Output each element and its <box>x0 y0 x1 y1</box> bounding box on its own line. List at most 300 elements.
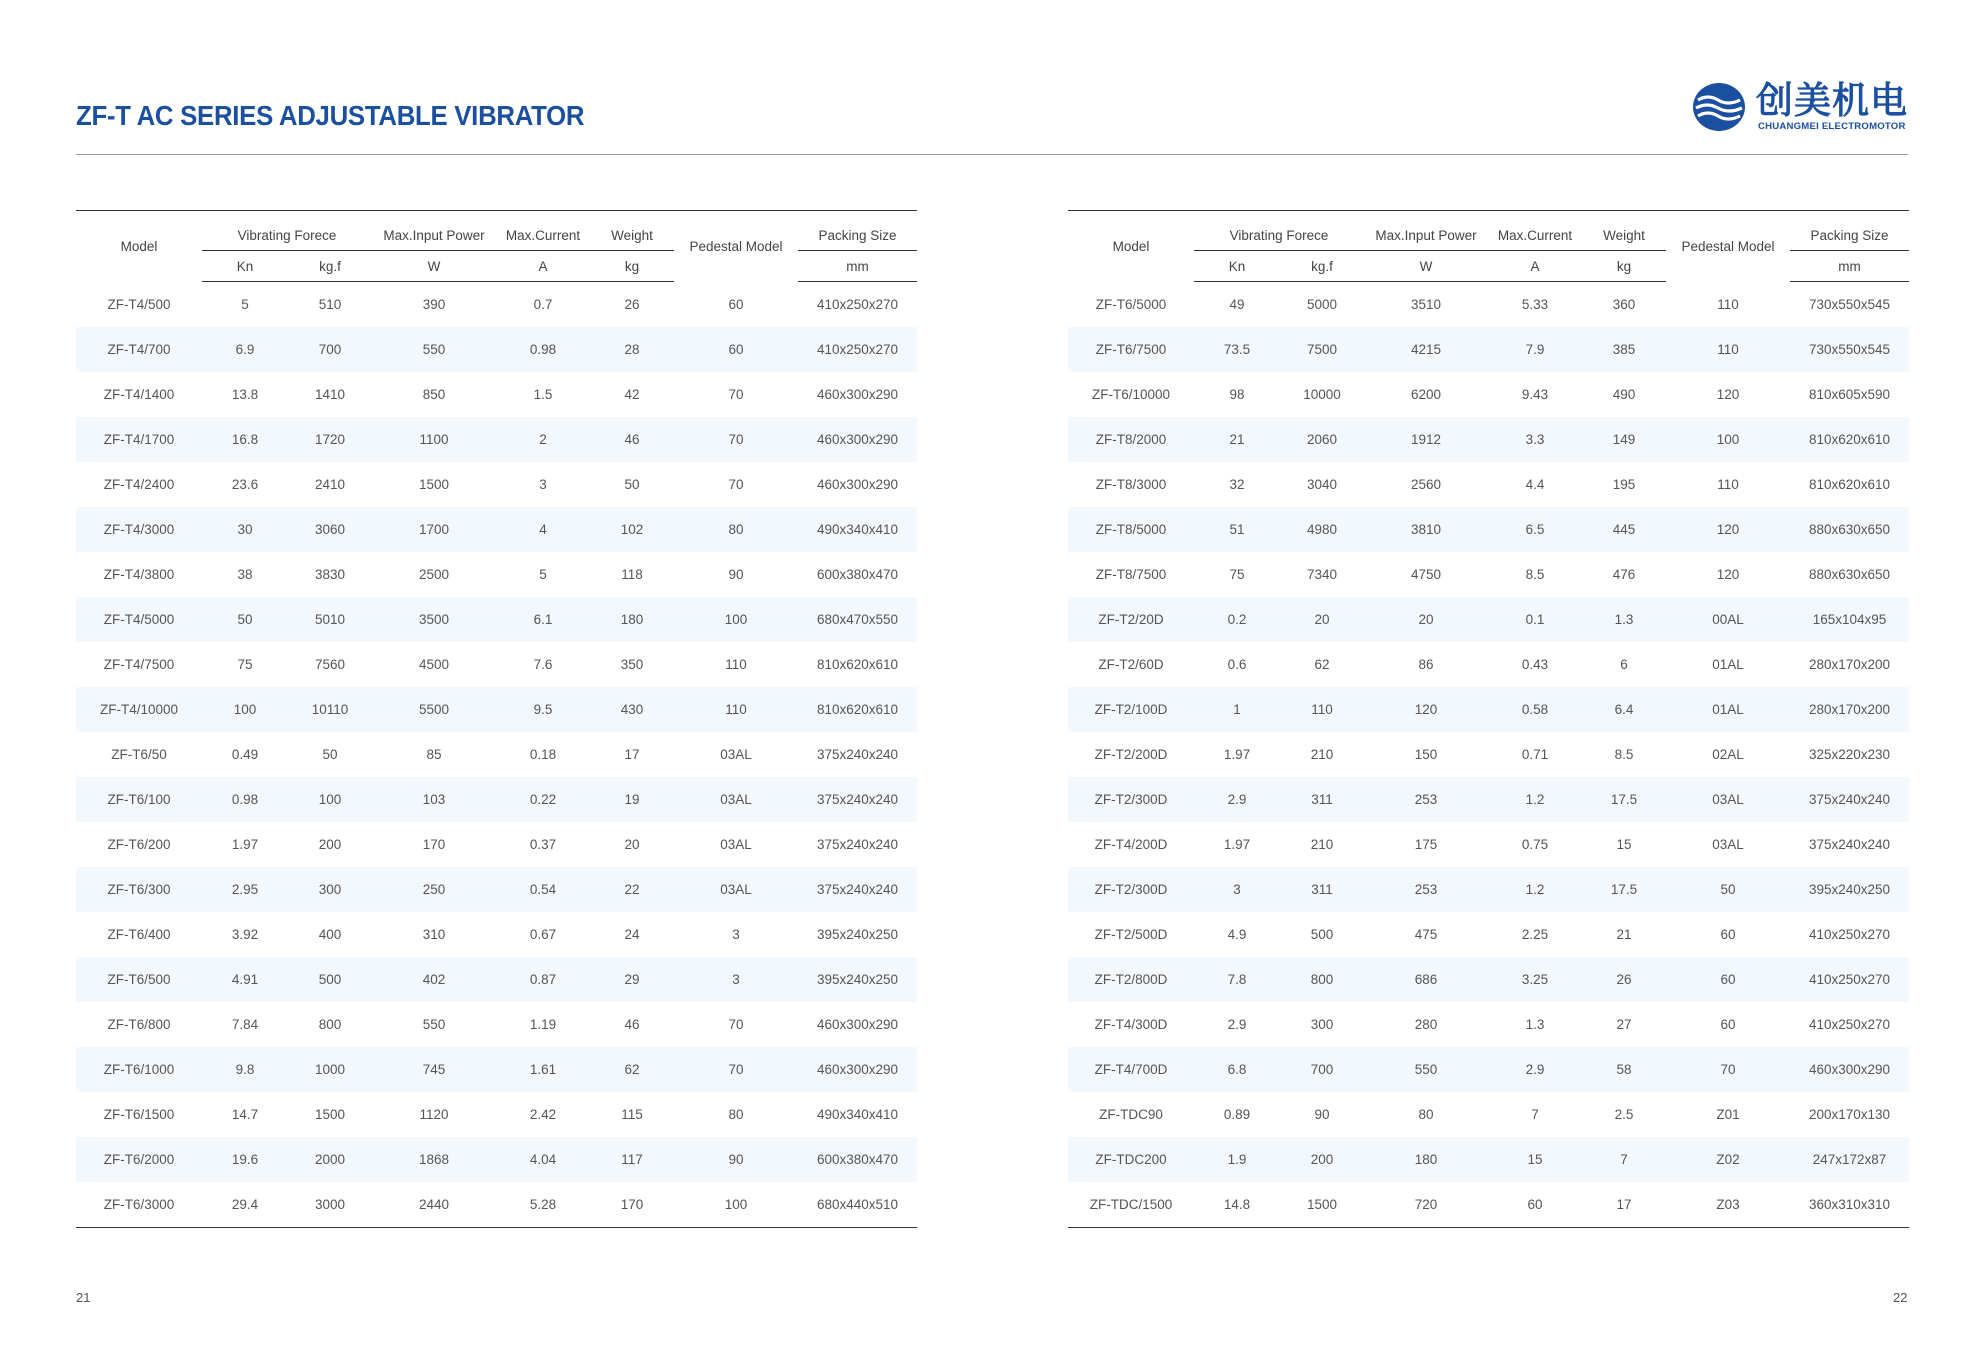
cell-packing-size: 375x240x240 <box>798 867 917 912</box>
cell-force-kgf: 311 <box>1280 867 1364 912</box>
cell-force-kgf: 700 <box>288 327 372 372</box>
cell-weight: 350 <box>620 657 644 672</box>
unit-kn: Kn <box>1194 251 1280 282</box>
cell-model: ZF-T4/1700 <box>76 417 202 462</box>
cell-power: 85 <box>426 747 442 762</box>
cell-force-kgf: 5000 <box>1306 297 1338 312</box>
cell-model: ZF-T2/500D <box>1094 927 1168 942</box>
cell-power: 402 <box>372 957 496 1002</box>
cell-force-kn: 4.91 <box>202 957 288 1002</box>
col-pedestal-model: Pedestal Model <box>1681 238 1775 254</box>
cell-packing-size: 410x250x270 <box>1808 1017 1891 1032</box>
cell-current: 7 <box>1531 1107 1539 1122</box>
table-row <box>1068 867 1909 912</box>
cell-packing-size: 460x300x290 <box>816 387 899 402</box>
cell-power: 1868 <box>372 1137 496 1182</box>
cell-packing-size: 810x605x590 <box>1808 387 1891 402</box>
cell-power: 745 <box>372 1047 496 1092</box>
cell-pedestal: 01AL <box>1712 657 1744 672</box>
cell-force-kgf: 62 <box>1314 657 1330 672</box>
cell-force-kgf: 800 <box>318 1017 342 1032</box>
cell-force-kn: 6.8 <box>1194 1047 1280 1092</box>
cell-power: 2440 <box>418 1197 450 1212</box>
cell-pedestal: 3 <box>732 927 740 942</box>
cell-force-kn: 98 <box>1229 387 1245 402</box>
cell-packing-size: 410x250x270 <box>816 297 899 312</box>
cell-current: 8.5 <box>1525 567 1545 582</box>
cell-model: ZF-T6/3000 <box>103 1197 175 1212</box>
cell-packing-size: 460x300x290 <box>1790 1047 1909 1092</box>
table-row <box>1068 417 1909 462</box>
table-row <box>76 1047 917 1092</box>
cell-model: ZF-T4/10000 <box>76 687 202 732</box>
table-row <box>76 822 917 867</box>
cell-pedestal: 70 <box>728 387 744 402</box>
cell-force-kgf: 1500 <box>1306 1197 1338 1212</box>
cell-weight: 50 <box>624 477 640 492</box>
unit-a: A <box>496 251 590 282</box>
cell-force-kn: 2.95 <box>202 867 288 912</box>
table-row <box>76 1182 917 1228</box>
table-row <box>76 507 917 552</box>
cell-force-kn: 16.8 <box>202 417 288 462</box>
cell-force-kgf: 2410 <box>314 477 346 492</box>
cell-pedestal: Z02 <box>1666 1137 1790 1182</box>
cell-current: 2.9 <box>1488 1047 1582 1092</box>
cell-packing-size: 460x300x290 <box>798 417 917 462</box>
cell-model: ZF-T4/300D <box>1094 1017 1168 1032</box>
cell-current: 0.7 <box>533 297 553 312</box>
cell-model: ZF-T4/500 <box>107 296 171 312</box>
cell-weight: 6.4 <box>1582 687 1666 732</box>
cell-packing-size: 410x250x270 <box>1790 957 1909 1002</box>
table-row <box>76 282 917 328</box>
cell-current: 1.2 <box>1488 777 1582 822</box>
cell-packing-size: 810x620x610 <box>1790 417 1909 462</box>
cell-pedestal: 70 <box>728 477 744 492</box>
table-body-right <box>1068 282 1909 1228</box>
cell-force-kgf: 700 <box>1280 1047 1364 1092</box>
cell-force-kgf: 3060 <box>288 507 372 552</box>
cell-force-kn: 21 <box>1194 417 1280 462</box>
cell-force-kgf: 1720 <box>288 417 372 462</box>
cell-pedestal: 80 <box>674 507 798 552</box>
table-row <box>1068 282 1909 328</box>
cell-weight: 26 <box>1582 957 1666 1002</box>
cell-force-kn: 51 <box>1194 507 1280 552</box>
spec-table-left <box>76 210 917 1228</box>
cell-model: ZF-T6/2000 <box>76 1137 202 1182</box>
cell-current: 9.5 <box>496 687 590 732</box>
cell-force-kgf: 210 <box>1310 837 1334 852</box>
cell-force-kgf: 3040 <box>1306 477 1338 492</box>
table-row <box>76 687 917 732</box>
cell-power: 4750 <box>1410 567 1442 582</box>
cell-current: 5.28 <box>529 1197 557 1212</box>
cell-packing-size: 375x240x240 <box>816 837 899 852</box>
cell-pedestal: 00AL <box>1666 597 1790 642</box>
cell-current: 0.71 <box>1521 747 1549 762</box>
table-row <box>1068 1182 1909 1228</box>
cell-power: 1500 <box>418 477 450 492</box>
cell-pedestal: 110 <box>725 657 747 672</box>
cell-model: ZF-T6/500 <box>76 957 202 1002</box>
table-body-left <box>76 282 917 1228</box>
cell-force-kn: 3 <box>1194 867 1280 912</box>
cell-weight: 22 <box>590 867 674 912</box>
cell-pedestal: Z03 <box>1716 1197 1740 1212</box>
cell-power: 550 <box>422 1017 446 1032</box>
cell-model: ZF-TDC200 <box>1068 1137 1194 1182</box>
table-row <box>1068 912 1909 957</box>
table-row <box>76 372 917 417</box>
cell-pedestal: 3 <box>674 957 798 1002</box>
table-row <box>1068 732 1909 777</box>
cell-weight: 26 <box>624 297 640 312</box>
col-model: Model <box>1112 238 1150 254</box>
cell-force-kgf: 7340 <box>1306 567 1338 582</box>
cell-pedestal: 03AL <box>674 777 798 822</box>
cell-weight: 17 <box>624 747 640 762</box>
table-row <box>1068 507 1909 552</box>
cell-force-kgf: 311 <box>1280 777 1364 822</box>
cell-force-kgf: 7500 <box>1280 327 1364 372</box>
cell-weight: 445 <box>1582 507 1666 552</box>
cell-model: ZF-T4/5000 <box>76 597 202 642</box>
cell-force-kn: 49 <box>1229 297 1245 312</box>
col-max-current: Max.Current <box>1488 211 1582 252</box>
unit-a: A <box>1488 251 1582 282</box>
cell-force-kgf: 210 <box>1310 747 1334 762</box>
cell-current: 2.25 <box>1521 927 1549 942</box>
cell-model: ZF-T2/300D <box>1068 777 1194 822</box>
table-row <box>76 912 917 957</box>
cell-model: ZF-T2/100D <box>1068 687 1194 732</box>
table-row <box>76 642 917 687</box>
cell-force-kn: 29.4 <box>231 1197 259 1212</box>
cell-power: 180 <box>1364 1137 1488 1182</box>
cell-packing-size: 200x170x130 <box>1808 1107 1891 1122</box>
cell-force-kgf: 300 <box>288 867 372 912</box>
cell-force-kgf: 510 <box>318 297 342 312</box>
cell-power: 175 <box>1414 837 1438 852</box>
cell-force-kn: 1 <box>1194 687 1280 732</box>
cell-current: 6.1 <box>496 597 590 642</box>
cell-power: 310 <box>422 927 446 942</box>
table-row <box>76 327 917 372</box>
cell-packing-size: 810x620x610 <box>798 687 917 732</box>
cell-pedestal: 100 <box>1666 417 1790 462</box>
cell-weight: 490 <box>1612 387 1636 402</box>
cell-current: 1.3 <box>1525 1017 1545 1032</box>
cell-power: 1120 <box>419 1107 449 1122</box>
page-number-left: 21 <box>76 1290 91 1305</box>
cell-current: 9.43 <box>1521 387 1549 402</box>
table-row <box>76 1137 917 1182</box>
cell-model: ZF-T4/700 <box>76 327 202 372</box>
cell-power: 2500 <box>418 567 450 582</box>
header-divider <box>76 154 1908 155</box>
cell-packing-size: 810x620x610 <box>816 657 899 672</box>
cell-weight: 46 <box>624 1017 640 1032</box>
cell-force-kn: 4.9 <box>1227 927 1247 942</box>
cell-pedestal: 110 <box>1666 327 1790 372</box>
cell-force-kgf: 110 <box>1280 687 1364 732</box>
table-row <box>76 777 917 822</box>
cell-packing-size: 460x300x290 <box>798 1047 917 1092</box>
cell-force-kgf: 200 <box>1280 1137 1364 1182</box>
cell-weight: 1.3 <box>1582 597 1666 642</box>
cell-weight: 118 <box>621 567 643 582</box>
table-row <box>76 732 917 777</box>
cell-packing-size: 730x550x545 <box>1808 297 1891 312</box>
cell-weight: 29 <box>590 957 674 1002</box>
cell-pedestal: 03AL <box>720 837 752 852</box>
cell-power: 3500 <box>372 597 496 642</box>
cell-packing-size: 600x380x470 <box>816 567 899 582</box>
cell-force-kn: 19.6 <box>202 1137 288 1182</box>
table-row <box>1068 327 1909 372</box>
page-number-right: 22 <box>1893 1290 1908 1305</box>
cell-model: ZF-T6/50 <box>111 747 167 762</box>
unit-w: W <box>372 251 496 282</box>
table-row <box>1068 462 1909 507</box>
cell-force-kgf: 800 <box>1280 957 1364 1002</box>
cell-force-kn: 6.9 <box>202 327 288 372</box>
cell-force-kn: 23.6 <box>231 477 259 492</box>
cell-weight: 15 <box>1616 837 1632 852</box>
cell-power: 390 <box>422 297 446 312</box>
cell-pedestal: 110 <box>1717 477 1739 492</box>
table-row <box>1068 1137 1909 1182</box>
cell-power: 475 <box>1414 927 1438 942</box>
cell-pedestal: 80 <box>728 1107 744 1122</box>
cell-model: ZF-T2/20D <box>1068 597 1194 642</box>
cell-force-kn: 0.98 <box>202 777 288 822</box>
col-vibrating-force: Vibrating Forece <box>1194 211 1364 252</box>
cell-current: 2 <box>496 417 590 462</box>
cell-weight: 6 <box>1620 657 1628 672</box>
cell-force-kn: 7.8 <box>1194 957 1280 1002</box>
cell-current: 5 <box>539 567 547 582</box>
cell-packing-size: 880x630x650 <box>1808 567 1891 582</box>
col-max-input-power: Max.Input Power <box>1364 211 1488 252</box>
cell-packing-size: 360x310x310 <box>1808 1197 1891 1212</box>
cell-packing-size: 395x240x250 <box>816 927 899 942</box>
cell-weight: 21 <box>1616 927 1632 942</box>
cell-force-kn: 30 <box>202 507 288 552</box>
table-row <box>1068 642 1909 687</box>
cell-model: ZF-T6/300 <box>76 867 202 912</box>
table-row <box>1068 372 1909 417</box>
cell-power: 720 <box>1414 1197 1438 1212</box>
cell-power: 170 <box>422 837 446 852</box>
cell-model: ZF-T6/5000 <box>1095 296 1167 312</box>
cell-power: 1912 <box>1364 417 1488 462</box>
table-row <box>76 552 917 597</box>
cell-power: 86 <box>1418 657 1434 672</box>
cell-model: ZF-T6/7500 <box>1068 327 1194 372</box>
cell-model: ZF-T4/3000 <box>76 507 202 552</box>
cell-force-kn: 14.7 <box>231 1107 259 1122</box>
cell-weight: 46 <box>590 417 674 462</box>
cell-power: 2560 <box>1410 477 1442 492</box>
cell-pedestal: 60 <box>1720 1017 1736 1032</box>
cell-weight: 115 <box>621 1107 643 1122</box>
cell-force-kn: 5 <box>241 297 249 312</box>
cell-model: ZF-T6/1000 <box>76 1047 202 1092</box>
cell-power: 686 <box>1364 957 1488 1002</box>
col-packing-size: Packing Size <box>798 211 917 252</box>
cell-packing-size: 880x630x650 <box>1790 507 1909 552</box>
cell-force-kn: 75 <box>237 657 253 672</box>
cell-pedestal: 100 <box>674 597 798 642</box>
table-row <box>76 1092 917 1137</box>
cell-weight: 62 <box>590 1047 674 1092</box>
cell-pedestal: 70 <box>1666 1047 1790 1092</box>
cell-power: 550 <box>372 327 496 372</box>
table-row <box>1068 822 1909 867</box>
cell-model: ZF-T6/800 <box>107 1017 171 1032</box>
cell-current: 0.67 <box>529 927 557 942</box>
cell-model: ZF-T6/200 <box>107 837 171 852</box>
cell-pedestal: 60 <box>674 327 798 372</box>
cell-model: ZF-T2/60D <box>1098 657 1164 672</box>
cell-packing-size: 395x240x250 <box>1790 867 1909 912</box>
unit-kg: kg <box>590 251 674 282</box>
cell-model: ZF-T2/800D <box>1068 957 1194 1002</box>
table-row <box>1068 597 1909 642</box>
page-title: ZF-T AC SERIES ADJUSTABLE VIBRATOR <box>76 100 585 131</box>
cell-force-kgf: 90 <box>1314 1107 1330 1122</box>
cell-model: ZF-T8/2000 <box>1068 417 1194 462</box>
unit-w: W <box>1364 251 1488 282</box>
unit-kn: Kn <box>202 251 288 282</box>
cell-current: 0.37 <box>529 837 557 852</box>
cell-pedestal: 120 <box>1716 387 1740 402</box>
cell-force-kn: 0.89 <box>1223 1107 1251 1122</box>
cell-packing-size: 730x550x545 <box>1790 327 1909 372</box>
cell-packing-size: 810x620x610 <box>1808 477 1891 492</box>
cell-force-kn: 13.8 <box>231 387 259 402</box>
unit-kgf: kg.f <box>1280 251 1364 282</box>
cell-pedestal: 03AL <box>1666 777 1790 822</box>
cell-model: ZF-T2/200D <box>1094 747 1168 762</box>
cell-pedestal: 50 <box>1666 867 1790 912</box>
cell-force-kgf: 400 <box>318 927 342 942</box>
cell-current: 0.58 <box>1488 687 1582 732</box>
cell-force-kn: 0.6 <box>1227 657 1247 672</box>
cell-packing-size: 490x340x410 <box>798 507 917 552</box>
cell-current: 4.4 <box>1525 477 1545 492</box>
cell-weight: 17 <box>1616 1197 1632 1212</box>
cell-pedestal: 03AL <box>1712 837 1744 852</box>
cell-model: ZF-T4/2400 <box>103 477 175 492</box>
cell-force-kgf: 10110 <box>288 687 372 732</box>
cell-force-kgf: 1410 <box>314 387 346 402</box>
cell-power: 1700 <box>372 507 496 552</box>
cell-pedestal: 60 <box>1666 957 1790 1002</box>
col-weight: Weight <box>590 211 674 252</box>
cell-model: ZF-T4/200D <box>1094 837 1168 852</box>
cell-current: 1.61 <box>496 1047 590 1092</box>
cell-force-kgf: 200 <box>318 837 342 852</box>
cell-pedestal: 100 <box>724 1197 748 1212</box>
table-row <box>1068 687 1909 732</box>
cell-power: 253 <box>1364 867 1488 912</box>
cell-pedestal: 90 <box>728 567 744 582</box>
col-max-current: Max.Current <box>496 211 590 252</box>
cell-packing-size: 375x240x240 <box>816 747 899 762</box>
cell-packing-size: 375x240x240 <box>1808 837 1891 852</box>
cell-power: 253 <box>1364 777 1488 822</box>
cell-current: 60 <box>1527 1197 1543 1212</box>
cell-weight: 17.5 <box>1582 867 1666 912</box>
cell-current: 1.5 <box>533 387 553 402</box>
cell-force-kn: 75 <box>1229 567 1245 582</box>
table-row <box>76 597 917 642</box>
cell-packing-size: 280x170x200 <box>1790 687 1909 732</box>
cell-packing-size: 600x380x470 <box>798 1137 917 1182</box>
table-row <box>1068 777 1909 822</box>
cell-current: 0.43 <box>1521 657 1549 672</box>
cell-current: 3.3 <box>1488 417 1582 462</box>
cell-packing-size: 460x300x290 <box>816 477 899 492</box>
cell-force-kgf: 20 <box>1280 597 1364 642</box>
col-vibrating-force: Vibrating Forece <box>202 211 372 252</box>
cell-power: 3510 <box>1410 297 1442 312</box>
table-row <box>1068 1002 1909 1047</box>
cell-power: 120 <box>1364 687 1488 732</box>
cell-current: 4 <box>496 507 590 552</box>
cell-pedestal: 120 <box>1716 567 1740 582</box>
cell-pedestal: 70 <box>674 417 798 462</box>
cell-force-kn: 38 <box>237 567 253 582</box>
cell-weight: 27 <box>1616 1017 1632 1032</box>
cell-packing-size: 410x250x270 <box>1808 927 1891 942</box>
cell-power: 3810 <box>1364 507 1488 552</box>
cell-pedestal: 70 <box>674 1047 798 1092</box>
cell-weight: 8.5 <box>1614 747 1634 762</box>
cell-weight: 19 <box>590 777 674 822</box>
cell-power: 550 <box>1364 1047 1488 1092</box>
cell-current: 0.98 <box>496 327 590 372</box>
table-row <box>76 462 917 507</box>
cell-weight: 2.5 <box>1614 1107 1634 1122</box>
cell-pedestal: 110 <box>1717 296 1739 312</box>
cell-force-kn: 0.2 <box>1194 597 1280 642</box>
cell-pedestal: Z01 <box>1716 1107 1740 1122</box>
cell-weight: 476 <box>1612 567 1636 582</box>
cell-model: ZF-TDC90 <box>1099 1107 1163 1122</box>
cell-force-kgf: 300 <box>1310 1017 1334 1032</box>
table-row <box>76 1002 917 1047</box>
cell-force-kn: 1.97 <box>1223 837 1251 852</box>
cell-current: 3.25 <box>1488 957 1582 1002</box>
cell-force-kgf: 3830 <box>314 567 346 582</box>
cell-force-kgf: 7560 <box>314 657 346 672</box>
cell-model: ZF-T6/10000 <box>1091 387 1171 402</box>
cell-packing-size: 375x240x240 <box>1790 777 1909 822</box>
cell-current: 5.33 <box>1521 297 1549 312</box>
cell-force-kn: 2.9 <box>1227 1017 1247 1032</box>
cell-weight: 24 <box>624 927 640 942</box>
cell-force-kn: 2.9 <box>1194 777 1280 822</box>
cell-current: 0.75 <box>1521 837 1549 852</box>
cell-model: ZF-TDC/1500 <box>1089 1197 1173 1212</box>
cell-pedestal: 03AL <box>720 747 752 762</box>
cell-force-kn: 1.97 <box>1223 747 1251 762</box>
